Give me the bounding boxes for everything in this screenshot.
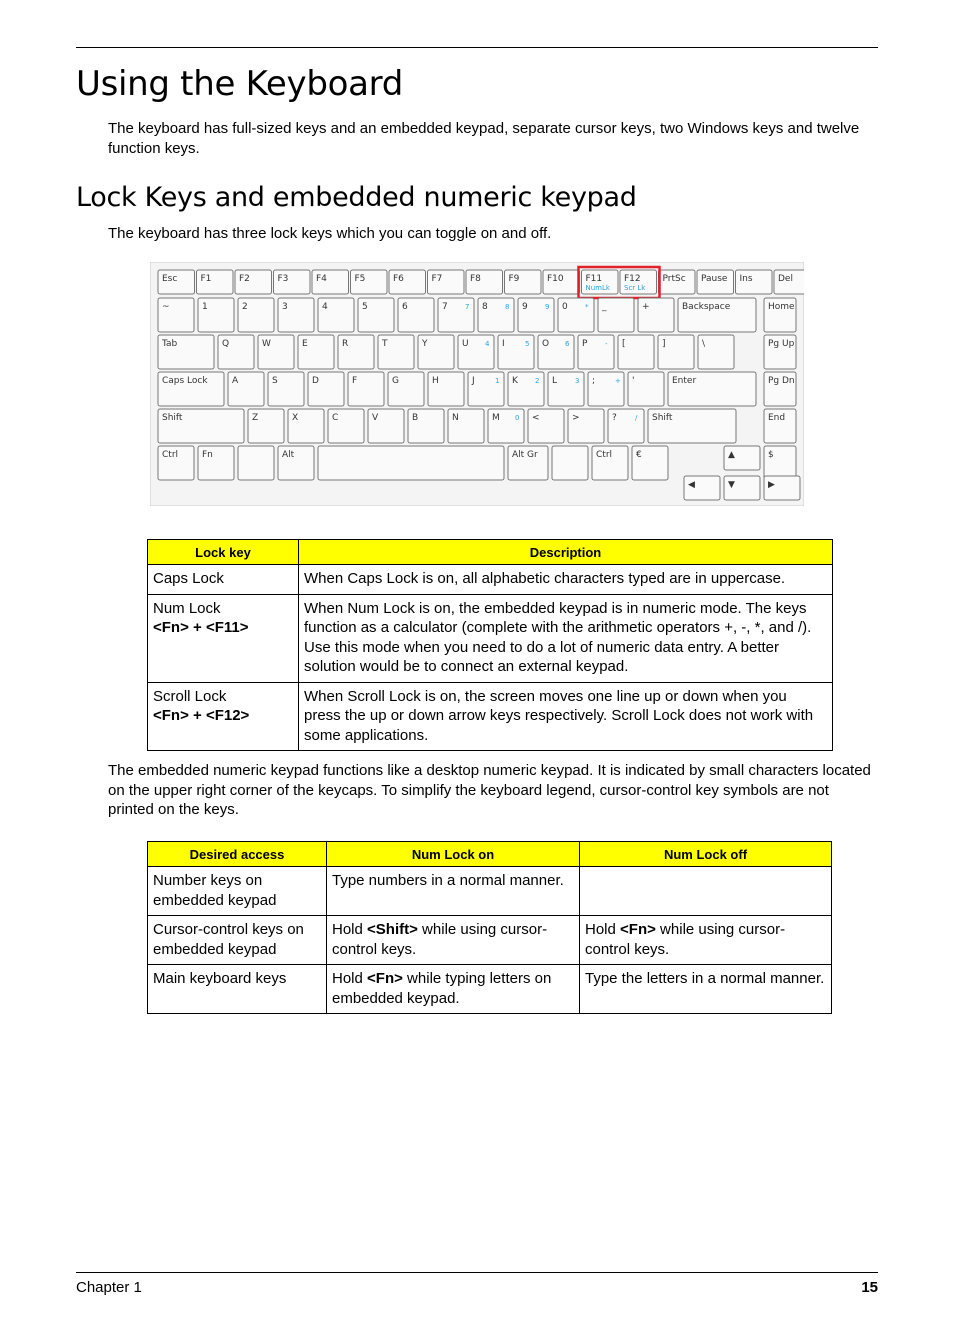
- key-f3: [274, 270, 311, 294]
- svg-text:▲: ▲: [728, 450, 735, 460]
- svg-text:Alt: Alt: [282, 450, 295, 460]
- svg-text:End: End: [768, 413, 786, 423]
- svg-text:1: 1: [495, 377, 500, 385]
- key-blank: [588, 372, 624, 406]
- key-r: [338, 335, 374, 369]
- intro-paragraph: The keyboard has full-sized keys and an embedded keypad, separate cursor keys, two Windows keys and twelve function keys.: [108, 120, 860, 157]
- svg-text:A: A: [232, 376, 239, 386]
- keyboard-diagram: [150, 262, 804, 506]
- svg-text:4: 4: [485, 340, 490, 348]
- key-x: [288, 409, 324, 443]
- svg-text:Ctrl: Ctrl: [162, 450, 179, 460]
- key-8: [478, 298, 514, 332]
- key-g: [388, 372, 424, 406]
- svg-text:F1: F1: [200, 274, 212, 284]
- svg-text:E: E: [302, 339, 308, 349]
- lock-key-header: Lock key: [148, 540, 299, 565]
- svg-text:+: +: [642, 302, 650, 312]
- key-pg-up: [764, 335, 796, 369]
- svg-text:P: P: [582, 339, 588, 349]
- svg-text:€: €: [636, 450, 642, 460]
- access-cell: Cursor-control keys on embedded keypad: [148, 916, 327, 965]
- key-end: [764, 409, 796, 443]
- key-p: [578, 335, 614, 369]
- svg-text:5: 5: [362, 302, 368, 312]
- svg-text:>: >: [572, 413, 580, 423]
- svg-text:▶: ▶: [768, 480, 775, 490]
- key-v: [368, 409, 404, 443]
- svg-text:7: 7: [465, 303, 470, 311]
- svg-text:8: 8: [505, 303, 510, 311]
- page-number: 15: [861, 1279, 878, 1296]
- svg-text:Y: Y: [422, 339, 428, 349]
- svg-text:Pg Up: Pg Up: [768, 339, 795, 349]
- num-lock-on-header: Num Lock on: [327, 842, 580, 867]
- svg-text:G: G: [392, 376, 399, 386]
- key-f8: [466, 270, 503, 294]
- key-pause: [697, 270, 734, 294]
- svg-text:N: N: [452, 413, 459, 423]
- key-j: [468, 372, 504, 406]
- svg-text:;: ;: [592, 376, 596, 386]
- svg-text:1: 1: [202, 302, 208, 312]
- lock-key-name: Scroll Lock: [153, 687, 227, 705]
- arrow-key: [684, 476, 720, 500]
- key-tab: [158, 335, 214, 369]
- section-intro: The keyboard has three lock keys which you can toggle on and off.: [108, 225, 552, 242]
- highlight-sublabel: Scr Lk: [624, 284, 646, 292]
- svg-text:Shift: Shift: [652, 413, 673, 423]
- svg-text:6: 6: [565, 340, 570, 348]
- svg-text:M: M: [492, 413, 500, 423]
- svg-text:F10: F10: [547, 274, 564, 284]
- key-combo: <Fn> + <F12>: [153, 707, 250, 724]
- key-e: [298, 335, 334, 369]
- key-n: [448, 409, 484, 443]
- svg-text:D: D: [312, 376, 319, 386]
- svg-text:Caps Lock: Caps Lock: [162, 376, 208, 386]
- svg-text:H: H: [432, 376, 439, 386]
- key-fn: [198, 446, 234, 480]
- svg-text:V: V: [372, 413, 379, 423]
- svg-text:F4: F4: [316, 274, 327, 284]
- key-w: [258, 335, 294, 369]
- key-shift: [158, 409, 244, 443]
- svg-text:7: 7: [442, 302, 448, 312]
- key-d: [308, 372, 344, 406]
- key-7: [438, 298, 474, 332]
- key-0: [558, 298, 594, 332]
- key-blank: [638, 298, 674, 332]
- svg-text:+: +: [615, 377, 621, 385]
- key-l: [548, 372, 584, 406]
- svg-text:~: ~: [162, 302, 170, 312]
- svg-text:': ': [632, 376, 635, 386]
- key-bottom-4: [318, 446, 504, 480]
- svg-text:Ins: Ins: [739, 274, 753, 284]
- key-ins: [736, 270, 773, 294]
- key-f6: [389, 270, 426, 294]
- svg-text:PrtSc: PrtSc: [662, 274, 686, 284]
- arrow-key: [724, 446, 760, 470]
- svg-text:5: 5: [525, 340, 530, 348]
- key-u: [458, 335, 494, 369]
- svg-text:3: 3: [282, 302, 288, 312]
- svg-text:B: B: [412, 413, 419, 423]
- key-q: [218, 335, 254, 369]
- key-home: [764, 298, 796, 332]
- num-lock-on-cell: Hold <Shift> while using cursor-control keys.: [327, 916, 580, 965]
- svg-text:F8: F8: [470, 274, 481, 284]
- key-f10: [543, 270, 580, 294]
- svg-text:$: $: [768, 450, 774, 460]
- svg-text:X: X: [292, 413, 299, 423]
- svg-text:F2: F2: [239, 274, 250, 284]
- svg-text:Tab: Tab: [162, 339, 178, 349]
- top-rule: [76, 47, 878, 48]
- key-backspace: [678, 298, 756, 332]
- key-b: [408, 409, 444, 443]
- key-blank: [764, 446, 796, 480]
- svg-text:]: ]: [662, 339, 666, 349]
- svg-text:-: -: [605, 340, 608, 348]
- key-blank: [628, 372, 664, 406]
- svg-text:F5: F5: [354, 274, 366, 284]
- svg-text:Pg Dn: Pg Dn: [768, 376, 795, 386]
- svg-text:F: F: [352, 376, 358, 386]
- svg-text:<: <: [532, 413, 540, 423]
- key-t: [378, 335, 414, 369]
- description-cell: When Scroll Lock is on, the screen moves one line up or down when you press the up or down arrow keys respectively. Scroll Lock does not work with some applications.: [299, 682, 833, 751]
- svg-text:Pause: Pause: [701, 274, 728, 284]
- svg-text:Fn: Fn: [202, 450, 213, 460]
- svg-text:F3: F3: [277, 274, 289, 284]
- key-del: [774, 270, 804, 294]
- svg-text:Ctrl: Ctrl: [596, 450, 613, 460]
- num-lock-on-cell: Type numbers in a normal manner.: [327, 867, 580, 916]
- key-f5: [351, 270, 388, 294]
- svg-text:U: U: [462, 339, 469, 349]
- key-blank: [618, 335, 654, 369]
- svg-text:F12: F12: [624, 274, 641, 284]
- key-blank: [632, 446, 668, 480]
- key-shift: [648, 409, 736, 443]
- svg-text:Del: Del: [778, 274, 793, 284]
- key-f4: [312, 270, 349, 294]
- key-4: [318, 298, 354, 332]
- key-y: [418, 335, 454, 369]
- key-c: [328, 409, 364, 443]
- svg-text:2: 2: [535, 377, 540, 385]
- key-f1: [197, 270, 234, 294]
- key-3: [278, 298, 314, 332]
- svg-text:_: _: [602, 302, 607, 312]
- svg-text:Esc: Esc: [162, 274, 178, 284]
- num-lock-off-header: Num Lock off: [580, 842, 832, 867]
- section-title: Lock Keys and embedded numeric keypad: [76, 182, 637, 213]
- key-blank: [658, 335, 694, 369]
- key-blank: [698, 335, 734, 369]
- keypad-paragraph: The embedded numeric keypad functions like a desktop numeric keypad. It is indicated by small characters located on the upper right corner of the keycaps. To simplify the keyboard legend, cursor-control key symbols are not printed on the keys.: [108, 762, 871, 818]
- svg-text:C: C: [332, 413, 339, 423]
- svg-text:Shift: Shift: [162, 413, 183, 423]
- key-ctrl: [158, 446, 194, 480]
- svg-text:3: 3: [575, 377, 580, 385]
- key-z: [248, 409, 284, 443]
- key-blank: [528, 409, 564, 443]
- key-5: [358, 298, 394, 332]
- svg-text:L: L: [552, 376, 558, 386]
- key-bottom-6: [552, 446, 588, 480]
- svg-text:9: 9: [545, 303, 550, 311]
- num-lock-off-cell: Type the letters in a normal manner.: [580, 965, 832, 1014]
- bottom-rule: [76, 1272, 878, 1273]
- key-alt-gr: [508, 446, 548, 480]
- table-row: [148, 594, 833, 682]
- key-caps-lock: [158, 372, 224, 406]
- key-ctrl: [592, 446, 628, 480]
- svg-text:Backspace: Backspace: [682, 302, 731, 312]
- arrow-key: [764, 476, 800, 500]
- key-enter: [668, 372, 756, 406]
- svg-text:0: 0: [562, 302, 568, 312]
- svg-text:◀: ◀: [688, 480, 695, 490]
- key-f2: [235, 270, 272, 294]
- footer-chapter: Chapter 1: [76, 1279, 142, 1296]
- key-esc: [158, 270, 195, 294]
- svg-text:F9: F9: [508, 274, 520, 284]
- svg-text:Home: Home: [768, 302, 795, 312]
- key-k: [508, 372, 544, 406]
- key-f7: [428, 270, 465, 294]
- svg-text:W: W: [262, 339, 271, 349]
- key-6: [398, 298, 434, 332]
- svg-text:Enter: Enter: [672, 376, 697, 386]
- svg-text:I: I: [502, 339, 505, 349]
- svg-text:▼: ▼: [728, 480, 735, 490]
- svg-text:2: 2: [242, 302, 248, 312]
- arrow-key: [724, 476, 760, 500]
- lock-key-cell: [148, 682, 299, 751]
- svg-text:Alt Gr: Alt Gr: [512, 450, 538, 460]
- access-cell: Number keys on embedded keypad: [148, 867, 327, 916]
- key-2: [238, 298, 274, 332]
- key-combo: <Fn> + <F11>: [153, 619, 249, 636]
- svg-text:Q: Q: [222, 339, 230, 349]
- key-bottom-2: [238, 446, 274, 480]
- key-h: [428, 372, 464, 406]
- key-1: [198, 298, 234, 332]
- table-row: [148, 965, 832, 1014]
- table-row: [148, 565, 833, 595]
- key-o: [538, 335, 574, 369]
- num-lock-on-cell: Hold <Fn> while typing letters on embedded keypad.: [327, 965, 580, 1014]
- key-blank: [598, 298, 634, 332]
- svg-text:F11: F11: [585, 274, 603, 284]
- key-blank: [568, 409, 604, 443]
- lock-key-cell: [148, 565, 299, 595]
- svg-text:R: R: [342, 339, 349, 349]
- description-header: Description: [299, 540, 833, 565]
- key-alt: [278, 446, 314, 480]
- svg-text:8: 8: [482, 302, 488, 312]
- key-prtsc: [659, 270, 696, 294]
- description-cell: When Num Lock is on, the embedded keypad is in numeric mode. The keys function as a calculator (complete with the arithmetic operators +, -, *, and /). Use this mode when you need to do a lot of numeric data entry. A better solution would be to connect an external keypad.: [299, 594, 833, 682]
- svg-text:[: [: [622, 339, 626, 349]
- svg-text:0: 0: [515, 414, 520, 422]
- description-cell: When Caps Lock is on, all alphabetic characters typed are in uppercase.: [299, 565, 833, 595]
- page-title: Using the Keyboard: [76, 64, 404, 104]
- desired-access-header: Desired access: [148, 842, 327, 867]
- key-i: [498, 335, 534, 369]
- access-table: [147, 841, 832, 1014]
- key-a: [228, 372, 264, 406]
- key-s: [268, 372, 304, 406]
- svg-text:S: S: [272, 376, 278, 386]
- table-row: [148, 682, 833, 751]
- lock-key-cell: [148, 594, 299, 682]
- key-f: [348, 372, 384, 406]
- table-row: [148, 916, 832, 965]
- svg-text:F6: F6: [393, 274, 404, 284]
- lock-key-name: Num Lock: [153, 599, 221, 617]
- svg-text:4: 4: [322, 302, 328, 312]
- svg-text:K: K: [512, 376, 518, 386]
- svg-text:T: T: [382, 339, 388, 349]
- access-cell: Main keyboard keys: [148, 965, 327, 1014]
- svg-text:Z: Z: [252, 413, 259, 423]
- svg-text:O: O: [542, 339, 550, 349]
- key-blank: [158, 298, 194, 332]
- svg-text:\: \: [702, 339, 706, 349]
- num-lock-off-cell: [580, 867, 832, 916]
- table-row: [148, 867, 832, 916]
- key-blank: [608, 409, 644, 443]
- svg-text:?: ?: [612, 413, 617, 423]
- svg-text:F7: F7: [431, 274, 443, 284]
- key-pg-dn: [764, 372, 796, 406]
- svg-text:9: 9: [522, 302, 528, 312]
- key-9: [518, 298, 554, 332]
- svg-text:6: 6: [402, 302, 408, 312]
- key-m: [488, 409, 524, 443]
- lock-key-name: Caps Lock: [153, 570, 224, 587]
- lock-keys-table: [147, 539, 833, 751]
- svg-text:J: J: [472, 376, 475, 386]
- highlight-sublabel: NumLk: [585, 284, 610, 292]
- svg-text:/: /: [635, 414, 638, 422]
- key-f9: [505, 270, 542, 294]
- num-lock-off-cell: Hold <Fn> while using cursor-control keys.: [580, 916, 832, 965]
- svg-text:*: *: [585, 303, 589, 311]
